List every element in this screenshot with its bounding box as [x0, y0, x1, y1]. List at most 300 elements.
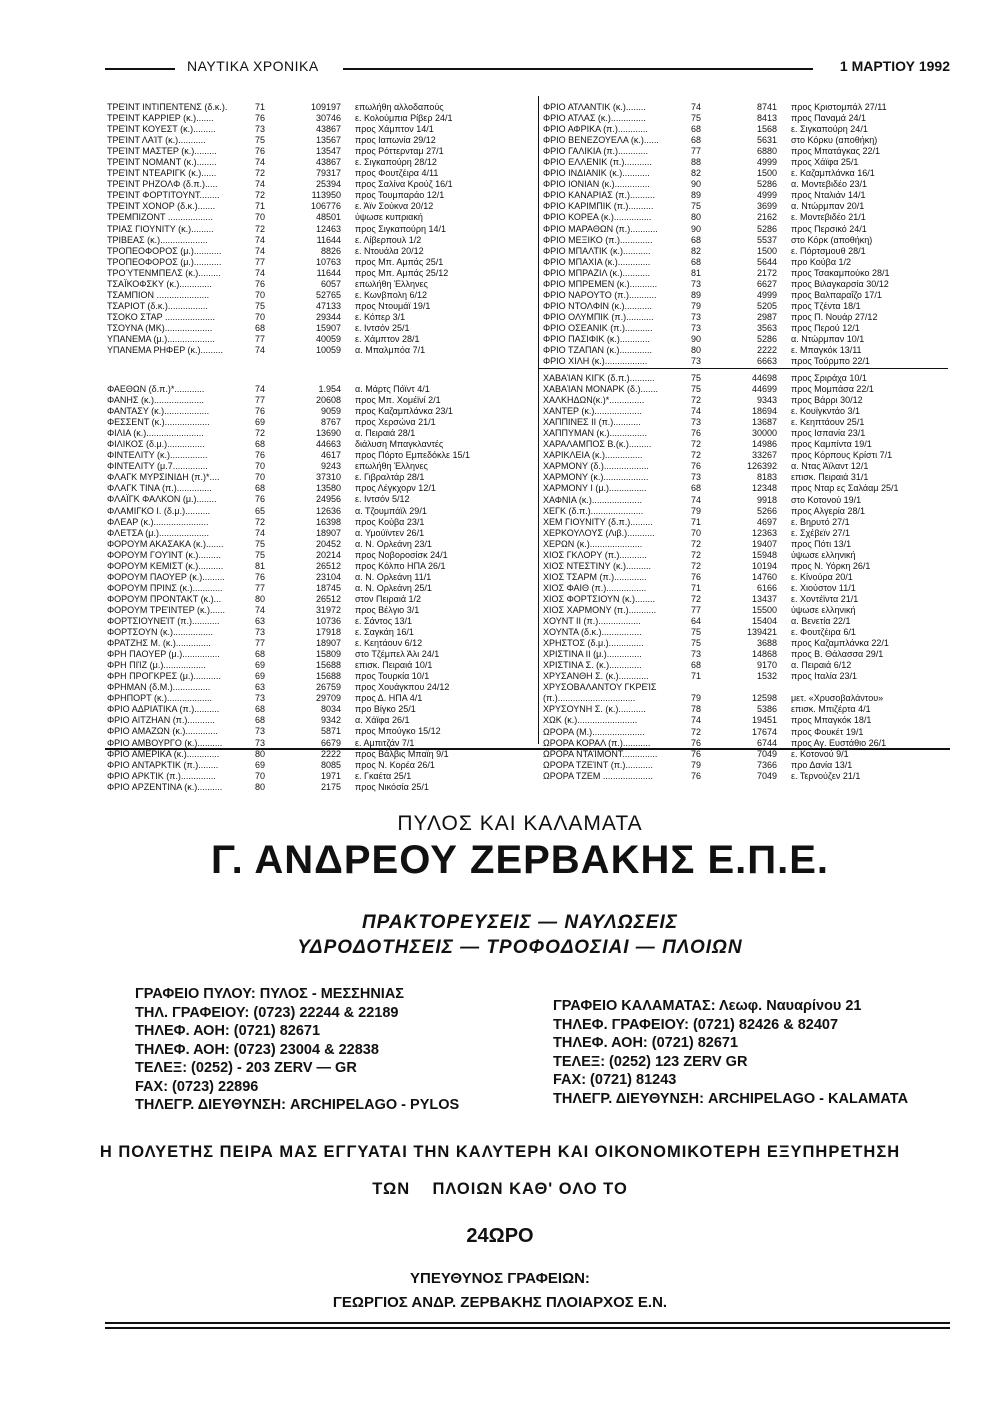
tonnage: 1971: [320, 770, 341, 781]
ship-name: ΧΑΠΠΥΜΑΝ (κ.)...............: [543, 428, 648, 439]
ship-status: προς Μπ. Αμπάς 25/1: [355, 256, 444, 267]
ship-row: [107, 417, 532, 428]
build-year: 76: [691, 428, 702, 439]
ship-row: [543, 135, 963, 146]
ship-status: προς Πόρτο Εμπεδόκλε 15/1: [355, 450, 471, 461]
build-year: 72: [255, 428, 266, 439]
tonnage: 52765: [315, 289, 341, 300]
ship-status: ε. Κόπερ 3/1: [355, 311, 406, 322]
build-year: 74: [255, 345, 266, 356]
ship-row: [107, 406, 532, 417]
tonnage: 5644: [756, 256, 777, 267]
ship-status: προς Τουρκία 10/1: [355, 671, 430, 682]
ship-name: ΦΡΙΟ ΠΑΣΙΦΙΚ (κ.)............: [543, 333, 650, 344]
ship-name: ΦΡΙΟ ΚΑΡΙΜΠΙΚ (π.)..........: [543, 201, 654, 212]
ship-name: ΦΑΕΘΩΝ (δ.π.)*............: [107, 384, 205, 394]
build-year: 72: [255, 516, 266, 527]
tonnage: 2222: [320, 748, 341, 759]
ship-status: ε. Βηρυτό 27/1: [791, 516, 850, 527]
build-year: 73: [691, 417, 702, 428]
ship-name: ΩΡΟΡΑ ΤΖΕΜ ....................: [543, 770, 653, 781]
ship-name: ΧΟΥΝΤ ΙΙ (π.).................: [543, 616, 641, 627]
ship-name: ΦΡΙΟ ΑΔΡΙΑΤΙΚΑ (π.)..........: [107, 704, 220, 715]
ship-name: ΤΡΕΊΝΤ ΝΟΜΑΝΤ (κ.)........: [107, 157, 217, 168]
ship-status: προς Φουτζέιρα 4/11: [355, 168, 439, 179]
ship-status: προς Βάρρι 30/12: [791, 395, 863, 406]
build-year: 72: [691, 726, 702, 737]
build-year: 70: [255, 472, 266, 483]
ship-row: [543, 561, 963, 572]
ship-status: προς Νικόσία 25/1: [355, 781, 429, 792]
ship-name: ΦΡΙΟ ΙΟΝΙΑΝ (κ.)..............: [543, 179, 650, 190]
ship-row: [107, 235, 532, 246]
ship-row: [543, 539, 963, 550]
tonnage: 15404: [751, 616, 777, 627]
tonnage: 8767: [320, 417, 341, 428]
ship-row: [543, 428, 963, 439]
tonnage: 2162: [756, 212, 777, 223]
ship-row: [107, 528, 532, 539]
build-year: 88: [691, 157, 702, 168]
tonnage: 1500: [756, 245, 777, 256]
ship-row: [543, 450, 963, 461]
ship-status: ε. Μπαγκόκ 13/11: [791, 345, 862, 356]
ship-name: ΩΡΟΡΑ ΚΟΡΑΛ (π.)...........: [543, 737, 651, 748]
tonnage: 18907: [315, 638, 341, 649]
ship-status: ε. Γκαέτα 25/1: [355, 770, 412, 781]
ship-status: α. Τζουμπάϊλ 29/1: [355, 505, 427, 516]
ship-table-bottom-left: [107, 384, 532, 793]
tonnage: 15500: [751, 604, 777, 615]
ship-status: προς Ρόττερνταμ 27/1: [355, 146, 444, 157]
ship-status: ε. Μοντεβιδέο 21/1: [791, 212, 866, 223]
tonnage: 30000: [751, 428, 777, 439]
ship-name: ΦΡΗ ΠΑΟΥΕΡ (μ.)...............: [107, 649, 220, 660]
build-year: 63: [255, 682, 266, 693]
tonnage: 8826: [320, 245, 341, 256]
build-year: 74: [255, 527, 266, 538]
ship-name: ΧΕΜ ΓΙΟΥΝΙΤΥ (δ.π.).........: [543, 516, 653, 527]
tonnage: 5286: [756, 179, 777, 190]
ship-name: ΧΡΥΣΟΒΑΛΑΝΤΟΥ ΓΚΡΕΊΣ: [543, 682, 657, 693]
build-year: 76: [691, 748, 702, 759]
tonnage: 11644: [316, 234, 341, 245]
ship-status: α. Ντας Άϊλαντ 12/1: [791, 461, 869, 472]
ship-row: [543, 373, 963, 384]
ship-status: προ Κούβα 1/2: [791, 256, 852, 267]
build-year: 64: [691, 616, 702, 627]
ship-status: ε. Γιβραλτάρ 28/1: [355, 472, 425, 483]
tonnage: 26512: [315, 593, 341, 604]
tonnage: 47133: [315, 300, 341, 311]
tonnage: 4617: [320, 450, 341, 461]
kalamata-line: ΓΡΑΦΕΙΟ ΚΑΛΑΜΑΤΑΣ: Λεωφ. Ναυαρίνου 21: [553, 998, 862, 1014]
build-year: 71: [691, 582, 702, 593]
ship-name: ΧΑΡΜΟΝΥ Ι (μ.)...............: [543, 483, 647, 494]
tonnage: 13687: [751, 417, 777, 428]
ship-row: [543, 279, 963, 290]
ship-status: προς Κριστομπάλ 27/11: [791, 102, 887, 112]
ship-row: [107, 693, 532, 704]
tonnage: 15907: [315, 322, 341, 333]
ship-status: ε. Πόρτσμουθ 28/1: [791, 245, 866, 256]
ship-row: [543, 738, 963, 749]
ship-row: [543, 201, 963, 212]
ship-row: [107, 102, 532, 113]
ship-status: προς Καμπίντα 19/1: [791, 439, 872, 450]
ship-name: ΦΟΡΟΥΜ ΠΡΟΝΤΑΚΤ (κ.)...: [107, 593, 222, 604]
ship-row: [543, 395, 963, 406]
tonnage: 106776: [310, 201, 341, 212]
build-year: 78: [691, 704, 702, 715]
tonnage: 29709: [315, 693, 341, 704]
ship-row: [107, 146, 532, 157]
build-year: 71: [691, 671, 702, 682]
tonnage: 25394: [315, 179, 341, 190]
ship-row: [543, 671, 963, 682]
ship-name: ΤΡΕΊΝΤ ΛΑΊΤ (κ.)...........: [107, 135, 206, 146]
ship-name: ΦΡΙΟ ΜΠΑΛΤΙΚ (κ.)...........: [543, 245, 651, 256]
ship-name: ΦΡΙΟ ΒΕΝΕΖΟΥΕΛΑ (κ.)......: [543, 135, 659, 146]
ship-status: προς Μπ. Αμπάς 25/12: [355, 267, 449, 278]
ship-name: ΦΡΙΟ ΧΙΛΗ (κ.).................: [543, 356, 648, 367]
pylos-line: ΓΡΑΦΕΙΟ ΠΥΛΟΥ: ΠΥΛΟΣ - ΜΕΣΣΗΝΙΑΣ: [135, 986, 405, 1002]
ship-row: [543, 495, 963, 506]
ship-row: [543, 124, 963, 135]
ship-name: ΤΡΕΊΝΤ ΝΤΕΑΡΙΓΚ (κ.)......: [107, 168, 217, 179]
ship-table-bottom-right: [543, 373, 963, 782]
ship-status: προς Περσικό 24/1: [791, 223, 867, 234]
ship-name: ΦΡΙΟ ΕΛΛΕΝΙΚ (π.)...........: [543, 157, 652, 168]
build-year: 72: [255, 190, 266, 201]
build-year: 73: [255, 124, 266, 135]
ship-row: [107, 583, 532, 594]
ship-row: [107, 246, 532, 257]
build-year: 69: [255, 759, 266, 770]
build-year: 71: [255, 201, 266, 212]
ship-status: στο Τζέμπελ Άλι 24/1: [355, 649, 440, 660]
build-year: 74: [691, 406, 702, 417]
ship-name: ΧΑΝΤΕΡ (κ.)...................: [543, 406, 642, 417]
ship-status: προ Δανία 13/1: [791, 759, 853, 770]
tonnage: 6679: [320, 737, 341, 748]
tonnage: 12463: [315, 223, 341, 234]
ship-name: ΧΙΟΣ ΓΚΛΟΡΥ (π.)...........: [543, 549, 647, 560]
ship-name: ΦΡΙΟ ΝΑΡΟΥΤΟ (π.)...........: [543, 289, 657, 300]
ship-status: ε. Άϊν Σούκνα 20/12: [355, 201, 434, 212]
tonnage: 3688: [756, 638, 777, 649]
ship-status: προς Τσακαμπούκο 28/1: [791, 267, 890, 278]
tonnage: 5266: [756, 505, 777, 516]
ship-row: [107, 268, 532, 279]
tonnage: 5871: [320, 726, 341, 737]
ship-row: [107, 494, 532, 505]
ship-row: [543, 517, 963, 528]
build-year: 89: [691, 190, 702, 201]
ship-name: ΦΛΕΤΣΑ (μ.)....................: [107, 527, 209, 538]
ship-row: [107, 334, 532, 345]
ship-name: ΦΡΙΟ ΟΛΥΜΠΙΚ (π.)...........: [543, 311, 654, 322]
ship-row: [107, 539, 532, 550]
tonnage: 5537: [756, 234, 777, 245]
ship-status: προς Κόλπο ΗΠΑ 26/1: [355, 560, 446, 571]
ship-name: ΦΟΡΟΥΜ ΠΑΟΥΕΡ (κ.).........: [107, 571, 225, 582]
issue-date: 1 ΜΑΡΤΙΟΥ 1992: [839, 58, 950, 74]
tonnage: 6057: [320, 278, 341, 289]
ship-status: προς Τουμπαράο 12/1: [355, 190, 445, 201]
build-year: 72: [255, 223, 266, 234]
build-year: 73: [691, 278, 702, 289]
ship-name: ΦΡΙΟ ΑΜΒΟΥΡΓΟ (κ.)..........: [107, 737, 223, 748]
ship-status: προς Βάλβις Μπαϊη 9/1: [355, 748, 449, 759]
ship-row: [543, 649, 963, 660]
ship-name: ΩΡΟΡΑ ΝΤΑΊΜΟΝΤ..............: [543, 748, 658, 759]
ship-status: προς Ισπανία 23/1: [791, 428, 866, 439]
ship-status: ε. Λίβερπουλ 1/2: [355, 234, 422, 245]
tonnage: 3699: [756, 201, 777, 212]
ship-name: ΧΙΟΣ ΦΑΙΘ (π.)................: [543, 582, 647, 593]
build-year: 76: [691, 571, 702, 582]
ship-name: ΧΡΙΣΤΙΝΑ ΙΙ (μ.)..............: [543, 649, 642, 660]
build-year: 68: [691, 124, 702, 135]
tonnage: 19451: [751, 715, 777, 726]
ad-services-2: ΥΔΡΟΔΟΤΗΣΕΙΣ — ΤΡΟΦΟΔΟΣΙΑΙ — ΠΛΟΙΩΝ: [297, 937, 743, 958]
ship-row: [543, 638, 963, 649]
ship-row: [543, 113, 963, 124]
ship-status: προς Κόρπους Κρίστι 7/1: [791, 450, 893, 461]
ship-name: ΤΡΕΊΝΤ ΜΑΣΤΕΡ (κ.).........: [107, 146, 217, 157]
responsible-name: ΓΕΩΡΓΙΟΣ ΑΝΔΡ. ΖΕΡΒΑΚΗΣ ΠΛΟΙΑΡΧΟΣ Ε.Ν.: [332, 1294, 668, 1311]
tonnage: 1500: [756, 168, 777, 179]
ship-name: ΦΡΗΜΑΝ (δ.Μ.)...............: [107, 682, 211, 693]
ship-name: ΦΛΑΓΚ ΜΥΡΣΙΝΙΔΗ (π.)*....: [107, 472, 220, 483]
ship-status: προς Μπ. Χομέϊνί 2/1: [355, 395, 441, 406]
ship-name: ΦΛΕΑΡ (κ.)......................: [107, 516, 209, 527]
ship-status: α. Υμούϊντεν 26/1: [355, 527, 425, 538]
ship-status: ε. Σάντος 13/1: [355, 615, 413, 626]
ship-row: [107, 627, 532, 638]
tonnage: 7049: [756, 748, 777, 759]
build-year: 72: [691, 395, 702, 406]
ship-status: ε. Αμπιτζάν 7/1: [355, 737, 415, 748]
column-divider: [538, 96, 539, 744]
ship-name: ΦΟΡΟΥΜ ΠΡΙΝΣ (κ.)............: [107, 582, 223, 593]
build-year: 70: [255, 289, 266, 300]
ship-name: ΧΑΦΝΙΑ (κ.)....................: [543, 494, 642, 505]
ship-row: [543, 506, 963, 517]
tonnage: 29344: [315, 311, 341, 322]
ship-status: ε. Κουϊγκντάο 3/1: [791, 406, 860, 417]
build-year: 76: [691, 461, 702, 472]
build-year: 68: [691, 234, 702, 245]
ship-status: προς Μπαγκόκ 18/1: [791, 715, 872, 726]
ship-row: [107, 384, 532, 395]
build-year: 72: [255, 168, 266, 179]
ship-row: [543, 290, 963, 301]
ship-status: προς Ντουμάϊ 19/1: [355, 300, 431, 311]
build-year: 77: [255, 256, 266, 267]
kalamata-line: ΤΕΛΕΞ: (0252) 123 ZERV GR: [553, 1053, 748, 1070]
pylos-line: ΤΗΛΕΦ. ΑΟΗ: (0723) 23004 & 22838: [135, 1041, 379, 1058]
ship-name: ΤΡΕΊΝΤ ΧΟΝΟΡ (δ.κ.).......: [107, 201, 216, 212]
tonnage: 3563: [756, 322, 777, 333]
ship-row: [107, 345, 532, 356]
ship-status: στον Πειραιά 1/2: [355, 593, 422, 604]
ship-row: [543, 461, 963, 472]
build-year: 76: [255, 406, 266, 417]
tonnage: 12636: [315, 505, 341, 516]
ship-status: ε. Σιγκαπούρη 24/1: [791, 124, 868, 135]
ship-name: (π.)...............................: [543, 693, 636, 704]
ship-status: ε. Φουτζέιρα 6/1: [791, 627, 856, 638]
ship-row: [543, 693, 963, 704]
ship-status: α. Μοντεβιδέο 23/1: [791, 179, 867, 190]
slogan-line-1: Η ΠΟΛΥΕΤΗΣ ΠΕΙΡΑ ΜΑΣ ΕΓΓΥΑΤΑΙ ΤΗΝ ΚΑΛΥΤΕΡΗ ΚΑΙ ΟΙΚΟΝΟΜΙΚΟΤΕΡΗ ΕΞΥΠΗΡΕΤΗΣΗ: [99, 1143, 901, 1161]
build-year: 76: [255, 113, 266, 124]
tonnage: 6627: [756, 278, 777, 289]
tonnage: 12348: [751, 483, 777, 494]
ship-status: ε. Σχέβεϊν 27/1: [791, 527, 851, 538]
build-year: 76: [691, 737, 702, 748]
tonnage: 37310: [315, 472, 341, 483]
ship-row: [107, 257, 532, 268]
ship-status: προς Νοβοροσίσκ 24/1: [355, 549, 448, 560]
tonnage: 17674: [751, 726, 777, 737]
ship-row: [107, 461, 532, 472]
tonnage: 44663: [315, 439, 341, 450]
build-year: 72: [691, 549, 702, 560]
tonnage: 20608: [315, 395, 341, 406]
build-year: 75: [255, 538, 266, 549]
tonnage: 4999: [756, 157, 777, 168]
ship-row: [543, 727, 963, 738]
ship-name: ΦΡΙΟ ΤΖΑΠΑΝ (κ.).............: [543, 345, 653, 356]
ship-row: [107, 483, 532, 494]
ship-status: προς Σιγκαπούρη 14/1: [355, 223, 446, 234]
ship-status: επισκ. Πειραιά 10/1: [355, 660, 433, 671]
ship-name: ΤΡΟΎΤΕΝΜΠΕΛΣ (κ.).........: [107, 267, 221, 278]
ship-name: ΧΙΟΣ ΤΣΑΡΜ (π.).............: [543, 571, 647, 582]
tonnage: 13690: [315, 428, 341, 439]
tonnage: 8183: [756, 472, 777, 483]
build-year: 69: [255, 417, 266, 428]
ship-row: [543, 312, 963, 323]
ship-row: [543, 345, 963, 356]
build-year: 73: [691, 649, 702, 660]
slogan-line-2: ΤΩΝ ΠΛΟΙΩΝ ΚΑΘ' ΟΛΟ ΤΟ: [372, 1180, 628, 1198]
ship-status: προς Αλγερία 28/1: [791, 505, 866, 516]
pylos-line: ΤΗΛΕΦ. ΑΟΗ: (0721) 82671: [135, 1023, 321, 1039]
ship-name: ΦΙΝΤΕΛΙΤΥ (μ.7..............: [107, 461, 208, 472]
tonnage: 5286: [756, 223, 777, 234]
ship-status: προς Ιαπωνία 29/12: [355, 135, 436, 146]
ship-status: α. Πειραιά 28/1: [355, 428, 416, 439]
kalamata-line: ΤΗΛΕΓΡ. ΔΙΕΥΘΥΝΣΗ: ARCHIPELAGO - KALAMATA: [553, 1090, 909, 1107]
ship-name: ΦΟΡΟΥΜ ΑΚΑΣΑΚΑ (κ.).......: [107, 538, 224, 549]
ship-row: [543, 616, 963, 627]
ship-name: ΧΕΡΚΟΥΛΟΥΣ (Λιβ.)...........: [543, 527, 655, 538]
build-year: 65: [255, 505, 266, 516]
pylos-line: FAX: (0723) 22896: [135, 1078, 259, 1095]
ship-row: [543, 406, 963, 417]
ship-status: ε. Χιούστον 11/1: [791, 582, 856, 593]
ship-row: [107, 168, 532, 179]
build-year: 70: [255, 770, 266, 781]
ship-name: ΧΑΡΑΛΑΜΠΟΣ Β.(κ.).........: [543, 439, 652, 450]
tonnage: 5386: [756, 704, 777, 715]
ship-row: [543, 660, 963, 671]
tonnage: 1568: [756, 124, 777, 135]
build-year: 68: [691, 256, 702, 267]
tonnage: 8413: [756, 113, 777, 124]
build-year: 73: [255, 737, 266, 748]
tonnage: 10736: [315, 615, 341, 626]
tonnage: 44699: [751, 384, 777, 395]
ship-status: επωλήθη Έλληνες: [355, 278, 428, 289]
ship-row: [107, 290, 532, 301]
build-year: 73: [255, 693, 266, 704]
build-year: 74: [255, 384, 266, 394]
ship-name: ΦΡΙΟ ΓΑΛΙΚΙΑ (π.)............: [543, 146, 649, 157]
tonnage: 44698: [751, 373, 777, 383]
ship-row: [543, 472, 963, 483]
ship-status: προς Βιλαγκαρσία 30/12: [791, 278, 889, 289]
ship-row: [107, 782, 532, 793]
ship-row: [107, 572, 532, 583]
ship-name: ΦΡΗ ΠΙΊΖ (μ.).................: [107, 660, 206, 671]
ship-status: ύψωσε ελληνική: [791, 549, 856, 560]
ship-status: προς Μπατάγκας 22/1: [791, 146, 881, 157]
build-year: 68: [255, 483, 266, 494]
ship-name: ΦΡΙΟ ΚΑΝΑΡΙΑΣ (π.)..........: [543, 190, 655, 201]
ship-status: α. Ντώρμπαν 10/1: [791, 333, 865, 344]
tonnage: 16398: [315, 516, 341, 527]
tonnage: 4999: [756, 190, 777, 201]
ship-name: ΧΡΗΣΤΟΣ (δ.μ.)..............: [543, 638, 644, 649]
ship-row: [543, 257, 963, 268]
ship-name: ΦΛΑΓΚ ΤΙΝΑ (π.)..............: [107, 483, 212, 494]
ship-row: [107, 212, 532, 223]
ship-row: [107, 517, 532, 528]
ship-name: ΦΡΙΟ ΑΙΤΖΗΑΝ (π.)...........: [107, 715, 215, 726]
ship-row: [543, 550, 963, 561]
build-year: 68: [255, 649, 266, 660]
header-rule-left: [105, 68, 175, 70]
ship-status: προς Χάϊφα 25/1: [791, 157, 859, 168]
ship-name: ΦΡΙΟ ΜΑΡΑΘΩΝ (π.)...........: [543, 223, 658, 234]
ship-name: ΤΡΕΜΠΙΖΟΝΤ ..................: [107, 212, 213, 223]
ship-name: ΦΙΝΤΕΛΙΤΥ (κ.)...............: [107, 450, 208, 461]
ship-status: α. Ν. Ορλεάνη 11/1: [355, 571, 432, 582]
ship-row: [543, 605, 963, 616]
ship-name: ΧΑΡΙΚΛΕΙΑ (κ.)...............: [543, 450, 643, 461]
tonnage: 6166: [756, 582, 777, 593]
ship-row: [543, 323, 963, 334]
ship-status: α. Μπαλμπόα 7/1: [355, 345, 426, 356]
tonnage: 6663: [756, 356, 777, 367]
ad-location: ΠΥΛΟΣ ΚΑΙ ΚΑΛΑΜΑΤΑ: [397, 812, 643, 835]
ship-status: μετ. «Χρυσοβαλάντου»: [791, 693, 884, 704]
ship-name: ΤΡΕΊΝΤ ΦΟΡΤΙΤΟΥΝΤ........: [107, 190, 220, 201]
header-rule-middle: [343, 68, 813, 70]
tonnage: 5286: [756, 333, 777, 344]
build-year: 68: [255, 322, 266, 333]
ship-row: [543, 715, 963, 726]
ship-name: ΤΡΕΊΝΤ ΙΝΤΙΠΕΝΤΕΝΣ (δ.κ.).: [107, 102, 228, 112]
ship-name: ΦΡΑΤΖΗΣ Μ. (κ.)..............: [107, 638, 211, 649]
ship-row: [107, 704, 532, 715]
ship-status: ε. Κολούμπια Ρίβερ 24/1: [355, 113, 453, 124]
